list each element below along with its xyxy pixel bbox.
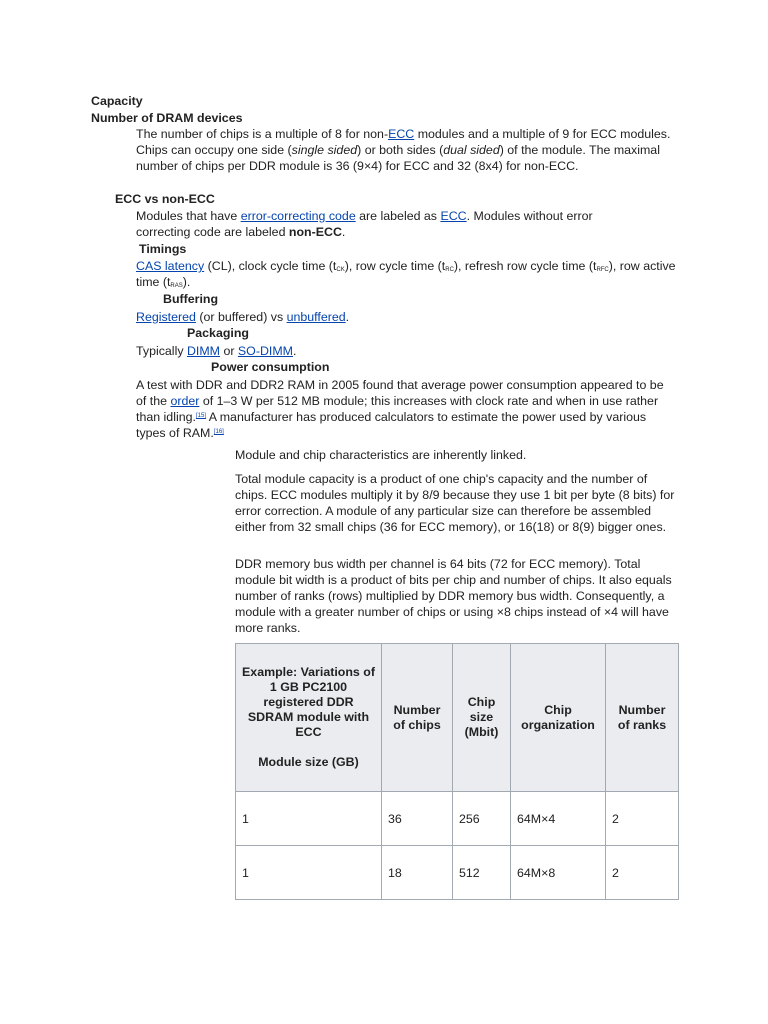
cell-chips: 36 bbox=[382, 792, 453, 846]
paragraph-capacity: Total module capacity is a product of one chip's capacity and the number of chips. ECC modules multiply it by 8/9 because they use 1 bit per byte (8 bits) for error correction. A module of any particular size can therefore be assembled either from 32 small chips (36 for ECC memory), or 16(18) or 8(9) bigger ones. bbox=[235, 472, 675, 534]
non-ecc-label: non-ECC bbox=[288, 225, 342, 239]
registered-link[interactable]: Registered bbox=[136, 310, 196, 324]
header-number-of-ranks: Number of ranks bbox=[606, 644, 679, 792]
header-example-title: Example: Variations of 1 GB PC2100 registered DDR SDRAM module with ECC bbox=[242, 665, 375, 739]
power-text bbox=[136, 377, 671, 441]
paragraph-characteristics: Module and chip characteristics are inherently linked. bbox=[235, 448, 527, 462]
order-link[interactable]: order bbox=[170, 394, 200, 408]
dram-devices-text bbox=[136, 126, 676, 174]
cell-chip-size: 256 bbox=[453, 792, 511, 846]
timings-text-1: (CL), clock cycle time (t bbox=[204, 259, 337, 273]
ecc-link-2[interactable]: ECC bbox=[440, 209, 467, 223]
table-header-row bbox=[236, 644, 679, 792]
ecc-text-1: Modules that have bbox=[136, 209, 241, 223]
ecc-text bbox=[136, 208, 636, 240]
sub-ras: RAS bbox=[170, 283, 183, 289]
cell-ranks: 2 bbox=[606, 846, 679, 900]
heading-buffering: Buffering bbox=[163, 292, 219, 306]
buffering-text-1: (or buffered) vs bbox=[195, 310, 287, 324]
packaging-text bbox=[136, 343, 636, 359]
unbuffered-link[interactable]: unbuffered bbox=[286, 310, 346, 324]
cell-chips: 18 bbox=[382, 846, 453, 900]
table-row bbox=[236, 846, 679, 900]
header-chip-organization: Chip organization bbox=[511, 644, 606, 792]
error-correcting-code-link[interactable]: error-correcting code bbox=[240, 209, 356, 223]
module-variations-table bbox=[235, 643, 679, 900]
reference-16[interactable]: [16] bbox=[213, 429, 224, 435]
packaging-text-3: . bbox=[292, 344, 297, 358]
ecc-link[interactable]: ECC bbox=[388, 127, 415, 141]
packaging-text-1: Typically bbox=[136, 344, 187, 358]
ecc-text-4: . bbox=[341, 225, 346, 239]
dram-text-4: ) of the module. The maximal number of chips per DDR module is 36 (9×4) for ECC and 32 (8x4) for non-ECC. bbox=[136, 143, 660, 173]
dimm-link[interactable]: DIMM bbox=[186, 344, 221, 358]
power-text-3: A manufacturer has produced calculators to estimate the power used by various types of RAM. bbox=[136, 410, 647, 440]
cell-chip-size: 512 bbox=[453, 846, 511, 900]
header-example bbox=[236, 644, 382, 792]
dram-text-2: modules and a multiple of 9 for ECC modules. Chips can occupy one side ( bbox=[136, 127, 671, 157]
packaging-text-2: or bbox=[220, 344, 238, 358]
heading-packaging: Packaging bbox=[187, 326, 249, 340]
heading-capacity: Capacity bbox=[91, 94, 143, 108]
timings-text-2: ), row cycle time (t bbox=[344, 259, 446, 273]
header-chip-size: Chip size (Mbit) bbox=[453, 644, 511, 792]
cell-ranks: 2 bbox=[606, 792, 679, 846]
dram-text-1: The number of chips is a multiple of 8 for non- bbox=[136, 127, 389, 141]
sub-rc: RC bbox=[445, 267, 454, 273]
cas-latency-link[interactable]: CAS latency bbox=[136, 259, 205, 273]
cell-module-size: 1 bbox=[236, 846, 382, 900]
timings-text-5: ). bbox=[182, 275, 191, 289]
so-dimm-link[interactable]: SO-DIMM bbox=[237, 344, 293, 358]
dram-text-3: ) or both sides ( bbox=[357, 143, 444, 157]
reference-15[interactable]: [15] bbox=[195, 413, 206, 419]
power-text-1: A test with DDR and DDR2 RAM in 2005 found that average power consumption appeared to be of the bbox=[136, 378, 664, 408]
heading-ecc: ECC vs non-ECC bbox=[115, 192, 215, 206]
sub-rfc: RFC bbox=[596, 267, 609, 273]
heading-dram-devices: Number of DRAM devices bbox=[91, 111, 243, 125]
ecc-text-3: . Modules without error correcting code are labeled bbox=[136, 209, 593, 239]
header-module-size: Module size (GB) bbox=[258, 755, 359, 769]
timings-text-4: ), row active time (t bbox=[136, 259, 676, 289]
buffering-text bbox=[136, 309, 636, 325]
dual-sided: dual sided bbox=[443, 143, 500, 157]
paragraph-bus-width: DDR memory bus width per channel is 64 bits (72 for ECC memory). Total module bit width is a product of bits per chip and number of chips. It also equals number of ranks (rows) multiplied by DDR memory bus width. Consequently, a module with a greater number of chips or using ×8 chips instead of ×4 will have more ranks. bbox=[235, 557, 672, 635]
single-sided: single sided bbox=[291, 143, 358, 157]
sub-ck: CK bbox=[336, 267, 345, 273]
cell-organization: 64M×8 bbox=[511, 846, 606, 900]
buffering-text-2: . bbox=[345, 310, 350, 324]
timings-text-3: ), refresh row cycle time (t bbox=[453, 259, 597, 273]
heading-timings: Timings bbox=[139, 242, 187, 256]
power-text-2: of 1–3 W per 512 MB module; this increases with clock rate and when in use rather than idling. bbox=[136, 394, 659, 424]
header-number-of-chips: Number of chips bbox=[382, 644, 453, 792]
timings-text bbox=[136, 258, 676, 290]
table-row bbox=[236, 792, 679, 846]
cell-organization: 64M×4 bbox=[511, 792, 606, 846]
heading-power: Power consumption bbox=[211, 360, 330, 374]
ecc-text-2: are labeled as bbox=[355, 209, 441, 223]
cell-module-size: 1 bbox=[236, 792, 382, 846]
